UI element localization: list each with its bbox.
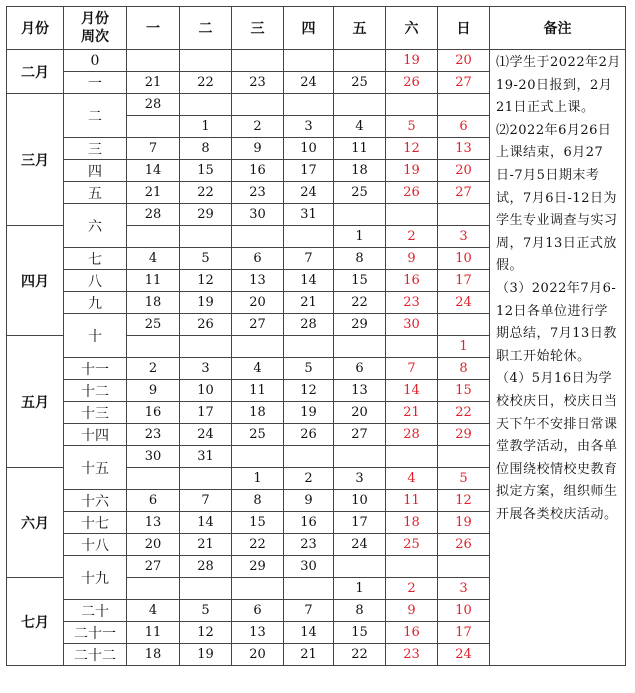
day-cell-fri: 24 (334, 534, 386, 556)
day-cell-wed: 13 (232, 270, 284, 292)
day-cell-tue: 5 (180, 600, 232, 622)
day-cell-fri: 8 (334, 600, 386, 622)
day-cell-wed: 20 (232, 292, 284, 314)
day-cell-fri (334, 94, 386, 116)
header-day-tue: 二 (180, 7, 232, 50)
day-cell-wed: 29 (232, 556, 284, 578)
day-cell-tue: 5 (180, 248, 232, 270)
day-cell-tue: 14 (180, 512, 232, 534)
day-cell-wed: 2 (232, 116, 284, 138)
day-cell-fri: 25 (334, 182, 386, 204)
day-cell-thu (284, 336, 334, 358)
day-cell-mon: 14 (127, 160, 180, 182)
day-cell-mon (127, 336, 180, 358)
week-number-cell: 十七 (64, 512, 127, 534)
day-cell-thu: 12 (284, 380, 334, 402)
header-period-line1: 月份 (81, 11, 109, 27)
week-number-cell: 十二 (64, 380, 127, 402)
day-cell-fri: 4 (334, 116, 386, 138)
week-number-cell: 二十一 (64, 622, 127, 644)
week-number-cell: 二十二 (64, 644, 127, 666)
week-number-cell: 十六 (64, 490, 127, 512)
day-cell-thu: 16 (284, 512, 334, 534)
notes-cell (490, 50, 626, 666)
day-cell-sat: 7 (386, 358, 438, 380)
day-cell-wed: 27 (232, 314, 284, 336)
day-cell-fri: 15 (334, 622, 386, 644)
day-cell-wed: 11 (232, 380, 284, 402)
day-cell-tue: 10 (180, 380, 232, 402)
day-cell-fri (334, 556, 386, 578)
day-cell-wed (232, 578, 284, 600)
day-cell-tue: 3 (180, 358, 232, 380)
day-cell-wed: 23 (232, 182, 284, 204)
day-cell-sat: 19 (386, 50, 438, 72)
day-cell-fri: 1 (334, 578, 386, 600)
day-cell-sat: 14 (386, 380, 438, 402)
day-cell-tue: 15 (180, 160, 232, 182)
day-cell-thu: 17 (284, 160, 334, 182)
day-cell-mon: 21 (127, 182, 180, 204)
day-cell-fri: 13 (334, 380, 386, 402)
day-cell-sat: 19 (386, 160, 438, 182)
note-paragraph: （3）2022年7月6-12日各单位进行学期总结，7月13日教职工开始轮休。 (496, 280, 617, 364)
week-number-cell: 九 (64, 292, 127, 314)
day-cell-sun (438, 314, 490, 336)
day-cell-thu: 14 (284, 270, 334, 292)
day-cell-tue (180, 94, 232, 116)
week-number-cell: 五 (64, 182, 127, 204)
week-number-cell: 二十 (64, 600, 127, 622)
day-cell-thu: 10 (284, 138, 334, 160)
day-cell-sat: 2 (386, 226, 438, 248)
week-number-cell: 十 (64, 314, 127, 358)
day-cell-sun: 20 (438, 160, 490, 182)
day-cell-thu: 26 (284, 424, 334, 446)
day-cell-fri: 6 (334, 358, 386, 380)
day-cell-wed: 23 (232, 72, 284, 94)
day-cell-sat: 2 (386, 578, 438, 600)
day-cell-tue: 19 (180, 292, 232, 314)
day-cell-mon: 4 (127, 248, 180, 270)
week-number-cell: 七 (64, 248, 127, 270)
day-cell-sun: 17 (438, 622, 490, 644)
day-cell-mon: 21 (127, 72, 180, 94)
day-cell-thu: 24 (284, 72, 334, 94)
day-cell-sun: 13 (438, 138, 490, 160)
day-cell-sun: 15 (438, 380, 490, 402)
day-cell-wed: 25 (232, 424, 284, 446)
week-number-cell: 六 (64, 204, 127, 248)
day-cell-sun: 8 (438, 358, 490, 380)
day-cell-thu (284, 578, 334, 600)
month-cell: 三月 (7, 94, 64, 226)
week-number-cell: 三 (64, 138, 127, 160)
day-cell-tue: 12 (180, 270, 232, 292)
day-cell-mon: 13 (127, 512, 180, 534)
day-cell-sat (386, 94, 438, 116)
note-paragraph: ⑵2022年6月26日上课结束，6月27日-7月5日期末考试，7月6日-12日为学生专业调查与实习周，7月13日正式放假。 (496, 122, 618, 274)
day-cell-fri: 11 (334, 138, 386, 160)
month-cell: 五月 (7, 336, 64, 468)
note-paragraph: ⑴学生于2022年2月19-20日报到，2月21日正式上课。 (496, 55, 621, 116)
day-cell-sat: 12 (386, 138, 438, 160)
day-cell-mon: 7 (127, 138, 180, 160)
header-day-thu: 四 (284, 7, 334, 50)
header-day-wed: 三 (232, 7, 284, 50)
day-cell-fri: 25 (334, 72, 386, 94)
day-cell-tue: 17 (180, 402, 232, 424)
header-day-mon: 一 (127, 7, 180, 50)
day-cell-thu: 21 (284, 292, 334, 314)
month-cell: 六月 (7, 468, 64, 578)
header-day-sun: 日 (438, 7, 490, 50)
week-number-cell: 十四 (64, 424, 127, 446)
day-cell-wed (232, 336, 284, 358)
day-cell-mon: 20 (127, 534, 180, 556)
day-cell-sat: 16 (386, 622, 438, 644)
day-cell-sat: 25 (386, 534, 438, 556)
day-cell-sun: 27 (438, 182, 490, 204)
day-cell-sat: 26 (386, 72, 438, 94)
day-cell-mon: 27 (127, 556, 180, 578)
day-cell-tue: 26 (180, 314, 232, 336)
day-cell-sun: 17 (438, 270, 490, 292)
day-cell-thu: 28 (284, 314, 334, 336)
day-cell-mon: 6 (127, 490, 180, 512)
day-cell-tue: 21 (180, 534, 232, 556)
day-cell-fri: 1 (334, 226, 386, 248)
day-cell-sat: 28 (386, 424, 438, 446)
day-cell-tue: 7 (180, 490, 232, 512)
day-cell-wed: 20 (232, 644, 284, 666)
day-cell-thu: 3 (284, 116, 334, 138)
day-cell-wed: 8 (232, 490, 284, 512)
day-cell-sun: 3 (438, 226, 490, 248)
week-number-cell: 十九 (64, 556, 127, 600)
day-cell-wed (232, 50, 284, 72)
day-cell-mon: 2 (127, 358, 180, 380)
day-cell-thu: 30 (284, 556, 334, 578)
day-cell-wed (232, 446, 284, 468)
day-cell-wed: 15 (232, 512, 284, 534)
day-cell-thu (284, 226, 334, 248)
day-cell-sun: 10 (438, 600, 490, 622)
day-cell-sun: 29 (438, 424, 490, 446)
day-cell-mon: 30 (127, 446, 180, 468)
day-cell-sun: 27 (438, 72, 490, 94)
day-cell-mon: 16 (127, 402, 180, 424)
calendar-row (7, 50, 626, 72)
day-cell-wed: 13 (232, 622, 284, 644)
day-cell-sat: 23 (386, 292, 438, 314)
day-cell-fri: 15 (334, 270, 386, 292)
day-cell-tue: 8 (180, 138, 232, 160)
day-cell-tue: 12 (180, 622, 232, 644)
day-cell-tue: 31 (180, 446, 232, 468)
day-cell-sat (386, 556, 438, 578)
day-cell-fri: 3 (334, 468, 386, 490)
week-number-cell: 八 (64, 270, 127, 292)
day-cell-sun (438, 94, 490, 116)
day-cell-thu: 21 (284, 644, 334, 666)
header-notes: 备注 (490, 7, 626, 50)
school-calendar-table (6, 6, 626, 666)
day-cell-wed: 6 (232, 248, 284, 270)
day-cell-sat: 18 (386, 512, 438, 534)
day-cell-fri (334, 50, 386, 72)
day-cell-fri: 8 (334, 248, 386, 270)
day-cell-sun: 10 (438, 248, 490, 270)
day-cell-sat (386, 336, 438, 358)
day-cell-mon (127, 50, 180, 72)
day-cell-mon: 11 (127, 622, 180, 644)
day-cell-sat: 30 (386, 314, 438, 336)
day-cell-fri: 18 (334, 160, 386, 182)
header-week-period (64, 7, 127, 50)
day-cell-sat (386, 204, 438, 226)
day-cell-mon: 4 (127, 600, 180, 622)
month-cell: 七月 (7, 578, 64, 666)
day-cell-mon: 11 (127, 270, 180, 292)
day-cell-tue (180, 336, 232, 358)
day-cell-sat (386, 446, 438, 468)
day-cell-mon (127, 226, 180, 248)
day-cell-tue: 28 (180, 556, 232, 578)
day-cell-tue: 1 (180, 116, 232, 138)
header-row (7, 7, 626, 50)
day-cell-thu: 31 (284, 204, 334, 226)
day-cell-sun: 24 (438, 292, 490, 314)
day-cell-fri: 27 (334, 424, 386, 446)
day-cell-fri (334, 446, 386, 468)
day-cell-thu: 2 (284, 468, 334, 490)
day-cell-sun: 24 (438, 644, 490, 666)
day-cell-mon: 18 (127, 292, 180, 314)
day-cell-wed: 4 (232, 358, 284, 380)
day-cell-fri: 29 (334, 314, 386, 336)
day-cell-tue: 24 (180, 424, 232, 446)
day-cell-sat: 26 (386, 182, 438, 204)
day-cell-wed: 1 (232, 468, 284, 490)
day-cell-wed: 22 (232, 534, 284, 556)
day-cell-mon: 18 (127, 644, 180, 666)
day-cell-sat: 16 (386, 270, 438, 292)
day-cell-tue (180, 50, 232, 72)
day-cell-sun: 19 (438, 512, 490, 534)
week-number-cell: 十五 (64, 446, 127, 490)
week-number-cell: 二 (64, 94, 127, 138)
day-cell-fri: 20 (334, 402, 386, 424)
day-cell-sun (438, 556, 490, 578)
day-cell-sun (438, 204, 490, 226)
day-cell-wed: 16 (232, 160, 284, 182)
day-cell-tue: 19 (180, 644, 232, 666)
day-cell-thu: 19 (284, 402, 334, 424)
day-cell-thu (284, 94, 334, 116)
day-cell-sun: 12 (438, 490, 490, 512)
day-cell-thu: 7 (284, 248, 334, 270)
day-cell-tue (180, 578, 232, 600)
day-cell-fri: 17 (334, 512, 386, 534)
day-cell-sun: 22 (438, 402, 490, 424)
week-number-cell: 十一 (64, 358, 127, 380)
day-cell-wed: 30 (232, 204, 284, 226)
day-cell-mon (127, 116, 180, 138)
day-cell-tue (180, 468, 232, 490)
day-cell-mon: 28 (127, 204, 180, 226)
week-number-cell: 0 (64, 50, 127, 72)
day-cell-sun: 26 (438, 534, 490, 556)
day-cell-fri: 22 (334, 292, 386, 314)
day-cell-mon: 9 (127, 380, 180, 402)
day-cell-tue: 29 (180, 204, 232, 226)
day-cell-sat: 9 (386, 248, 438, 270)
day-cell-fri (334, 204, 386, 226)
month-cell: 四月 (7, 226, 64, 336)
day-cell-mon: 28 (127, 94, 180, 116)
day-cell-sun: 5 (438, 468, 490, 490)
week-number-cell: 十三 (64, 402, 127, 424)
day-cell-thu (284, 50, 334, 72)
day-cell-mon: 23 (127, 424, 180, 446)
day-cell-thu: 24 (284, 182, 334, 204)
header-period-line2: 周次 (81, 29, 109, 45)
day-cell-wed: 6 (232, 600, 284, 622)
day-cell-thu: 7 (284, 600, 334, 622)
day-cell-sat: 23 (386, 644, 438, 666)
day-cell-sun: 3 (438, 578, 490, 600)
month-cell: 二月 (7, 50, 64, 94)
day-cell-thu: 14 (284, 622, 334, 644)
day-cell-sun (438, 446, 490, 468)
day-cell-tue (180, 226, 232, 248)
day-cell-sat: 5 (386, 116, 438, 138)
day-cell-thu: 23 (284, 534, 334, 556)
day-cell-wed: 9 (232, 138, 284, 160)
day-cell-wed: 18 (232, 402, 284, 424)
day-cell-sat: 11 (386, 490, 438, 512)
week-number-cell: 一 (64, 72, 127, 94)
note-paragraph: （4）5月16日为学校校庆日，校庆日当天下午不安排日常课堂教学活动，由各单位围绕校情校史教育拟定方案，组织师生开展各类校庆活动。 (496, 371, 618, 522)
day-cell-tue: 22 (180, 182, 232, 204)
day-cell-mon (127, 578, 180, 600)
week-number-cell: 十八 (64, 534, 127, 556)
header-day-fri: 五 (334, 7, 386, 50)
week-number-cell: 四 (64, 160, 127, 182)
day-cell-wed (232, 94, 284, 116)
day-cell-sun: 6 (438, 116, 490, 138)
day-cell-fri: 22 (334, 644, 386, 666)
day-cell-thu: 5 (284, 358, 334, 380)
header-month: 月份 (7, 7, 64, 50)
header-day-sat: 六 (386, 7, 438, 50)
day-cell-fri (334, 336, 386, 358)
day-cell-sun: 1 (438, 336, 490, 358)
day-cell-thu: 9 (284, 490, 334, 512)
day-cell-fri: 10 (334, 490, 386, 512)
day-cell-thu (284, 446, 334, 468)
day-cell-sat: 9 (386, 600, 438, 622)
day-cell-sat: 21 (386, 402, 438, 424)
day-cell-sat: 4 (386, 468, 438, 490)
day-cell-mon (127, 468, 180, 490)
day-cell-tue: 22 (180, 72, 232, 94)
day-cell-sun: 20 (438, 50, 490, 72)
day-cell-mon: 25 (127, 314, 180, 336)
day-cell-wed (232, 226, 284, 248)
